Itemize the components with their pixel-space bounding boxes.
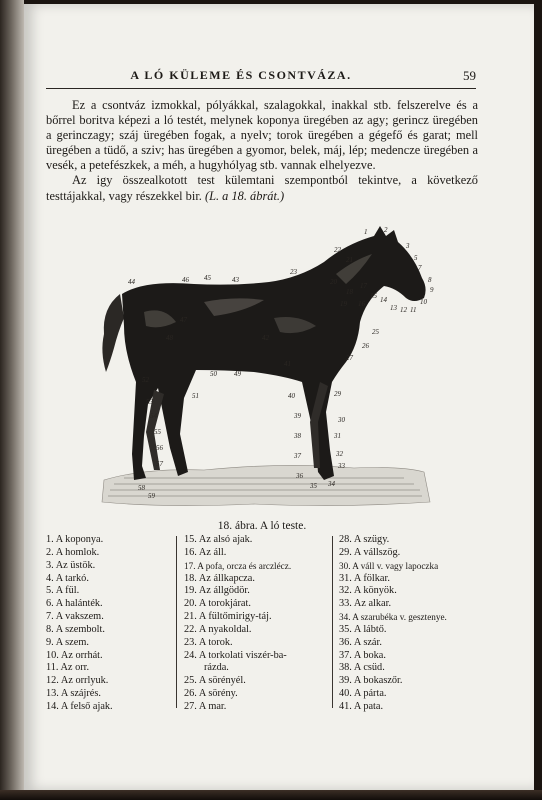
fig-label: 44	[128, 278, 135, 286]
legend-item: 23. A torok.	[184, 636, 233, 648]
fig-label: 42	[262, 334, 269, 342]
fig-label: 27	[346, 354, 353, 362]
fig-label: 39	[294, 412, 301, 420]
legend-item: 2. A homlok.	[46, 546, 100, 558]
fig-label: 58	[138, 484, 145, 492]
legend-item: 18. Az állkapcza.	[184, 572, 255, 584]
legend-column-1	[46, 534, 171, 714]
fig-label: 35	[310, 482, 317, 490]
fig-label: 25	[372, 328, 379, 336]
legend-item: 35. A lábtő.	[339, 623, 387, 635]
fig-label: 33	[338, 462, 345, 470]
fig-label: 38	[294, 432, 301, 440]
legend-item: 29. A vállszög.	[339, 546, 401, 558]
fig-label: 17	[360, 282, 367, 290]
fig-label: 15	[370, 292, 377, 300]
fig-label: 36	[296, 472, 303, 480]
figure-caption: 18. ábra. A ló teste.	[217, 520, 307, 532]
legend-item: 27. A mar.	[184, 700, 227, 712]
figure-reference: (L. a 18. ábrát.)	[204, 188, 285, 203]
horse-engraving	[84, 222, 444, 514]
legend-item: 7. A vakszem.	[46, 611, 104, 623]
paragraph-2	[46, 173, 478, 203]
fig-label: 23	[290, 268, 297, 276]
legend-item: 36. A szár.	[339, 636, 382, 648]
fig-label: 50	[210, 370, 217, 378]
legend-item: 15. Az alsó ajak.	[184, 534, 253, 545]
legend-item: 11. Az orr.	[46, 662, 90, 674]
fig-label: 56	[156, 444, 163, 452]
legend-item: 21. A fültőmirigy-táj.	[184, 611, 272, 623]
fig-label: 1	[364, 228, 368, 236]
fig-label: 29	[334, 390, 341, 398]
fig-label: 19	[340, 300, 347, 308]
legend-item: 13. A szájrés.	[46, 688, 101, 700]
fig-label: 54	[150, 412, 157, 420]
fig-label: 20	[330, 278, 337, 286]
horse-illustration	[84, 222, 444, 514]
legend-item: 30. A váll v. vagy lapoczka	[339, 560, 439, 571]
fig-label: 16	[358, 300, 365, 308]
fig-label: 12	[400, 306, 407, 314]
fig-label: 5	[414, 254, 418, 262]
legend-item: 26. A sörény.	[184, 688, 238, 700]
fig-label: 11	[410, 306, 417, 314]
legend-item: 34. A szarubéka v. gesztenye.	[339, 612, 447, 623]
fig-label: 13	[390, 304, 397, 312]
fig-label: 52	[142, 376, 149, 384]
legend-item: rázda.	[204, 662, 229, 674]
legend-item: 40. A párta.	[339, 688, 387, 700]
legend-item: 4. A tarkó.	[46, 572, 89, 584]
fig-label: 21	[346, 256, 353, 264]
fig-label: 47	[180, 316, 187, 324]
fig-label: 46	[182, 276, 189, 284]
fig-label: 18	[346, 288, 353, 296]
fig-label: 51	[192, 392, 199, 400]
legend-item: 9. A szem.	[46, 636, 89, 648]
legend-item: 8. A szembolt.	[46, 623, 105, 635]
body-text	[46, 98, 478, 204]
legend-item: 33. Az alkar.	[339, 598, 392, 610]
fig-label: 34	[328, 480, 335, 488]
fig-label: 3	[406, 242, 410, 250]
legend-item: 19. Az állgödör.	[184, 585, 250, 597]
paragraph-2-text: Az igy összealkotott test külemtani szempontból tekintve, a következő testtájakkal, vagy részekkel bir.	[46, 173, 478, 203]
horse-tail	[102, 294, 124, 372]
legend-item: 32. A könyök.	[339, 585, 397, 597]
fig-label: 43	[232, 276, 239, 284]
legend-item: 5. A fül.	[46, 585, 80, 597]
legend-item: 1. A koponya.	[46, 534, 104, 545]
fig-label: 59	[148, 492, 155, 500]
book-spine-shadow	[0, 0, 24, 800]
horse-body	[122, 226, 426, 480]
fig-label: 10	[420, 298, 427, 306]
legend-item: 24. A torkolati viszér-ba-	[184, 649, 287, 661]
column-divider	[332, 536, 333, 708]
page-number: 59	[463, 68, 476, 83]
fig-label: 32	[336, 450, 343, 458]
fig-label: 53	[146, 398, 153, 406]
legend-item: 3. Az üstök.	[46, 559, 96, 571]
fig-label: 40	[288, 392, 295, 400]
fig-label: 48	[166, 334, 173, 342]
fig-label: 31	[334, 432, 341, 440]
fig-label: 22	[334, 246, 341, 254]
fig-label: 57	[156, 460, 163, 468]
fig-label: 45	[204, 274, 211, 282]
legend-item: 16. Az áll.	[184, 546, 227, 558]
fig-label: 26	[362, 342, 369, 350]
legend-column-2	[184, 534, 324, 714]
legend-item: 31. A fölkar.	[339, 572, 390, 584]
fig-label: 7	[418, 264, 422, 272]
legend-item: 20. A torokjárat.	[184, 598, 251, 610]
column-divider	[176, 536, 177, 708]
fig-label: 37	[294, 452, 301, 460]
header-rule	[46, 88, 476, 89]
fig-label: 9	[430, 286, 434, 294]
legend-item: 41. A pata.	[339, 700, 384, 712]
legend-item: 10. Az orrhát.	[46, 649, 103, 661]
legend-item: 39. A bokaszőr.	[339, 675, 403, 687]
fig-label: 2	[384, 226, 388, 234]
legend-item: 28. A szügy.	[339, 534, 390, 545]
legend-item: 25. A sörényél.	[184, 675, 246, 687]
legend-item: 38. A csüd.	[339, 662, 385, 674]
legend-item: 17. A pofa, orcza és arczlécz.	[184, 560, 292, 571]
legend-item: 6. A halánték.	[46, 598, 103, 610]
fig-label: 49	[234, 370, 241, 378]
book-bottom-edge	[0, 790, 542, 800]
fig-label: 14	[380, 296, 387, 304]
legend-column-3	[339, 534, 479, 714]
fig-label: 55	[154, 428, 161, 436]
book-page	[24, 4, 534, 790]
fig-label: 8	[428, 276, 432, 284]
legend-item: 14. A felső ajak.	[46, 700, 113, 712]
legend-item: 12. Az orrlyuk.	[46, 675, 109, 687]
running-title: A LÓ KÜLEME ÉS CSONTVÁZA.	[130, 68, 352, 82]
fig-label: 41	[284, 360, 291, 368]
fig-label: 30	[338, 416, 345, 424]
page-header	[46, 66, 476, 86]
paragraph-1: Ez a csontváz izmokkal, pólyákkal, szalagokkal, inakkal stb. felszerelve és a bőrrel boritva képezi a ló testét, melynek koponya üregében az agy; gerincz üregében a gerinczagy; száj üregében fogak, a nyelv; torok üregében a gégefő és garat; mell üregében a tüdő, a sziv; has üregében a gyomor, belek, máj, lép; medencze üregében a vesék, a petefészkek, a méh, a hugyhólyag stb. vannak elhelyezve.	[46, 98, 478, 173]
legend-item: 22. A nyakoldal.	[184, 623, 252, 635]
legend-item: 37. A boka.	[339, 649, 386, 661]
figure-legend	[46, 534, 478, 714]
